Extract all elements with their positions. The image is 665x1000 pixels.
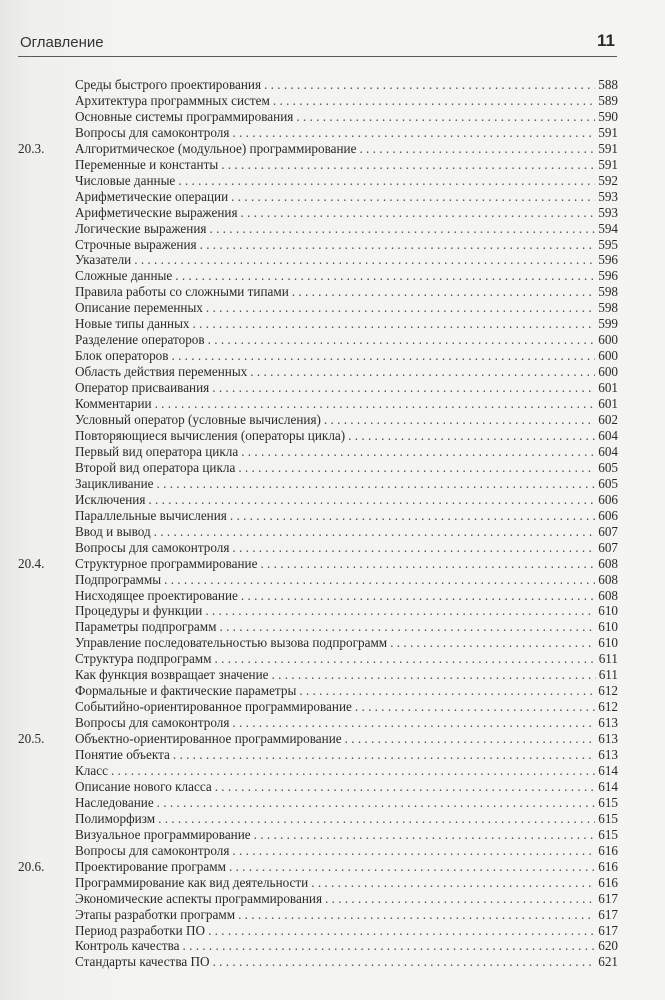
- toc-entry-row: [18, 109, 618, 125]
- toc-entry: [75, 380, 618, 396]
- toc-entry-title: Программирование как вид деятельности: [75, 874, 309, 890]
- toc-page-number: 615: [598, 826, 618, 842]
- toc-entry-row: [18, 125, 618, 141]
- toc-entry-title: Этапы разработки программ: [75, 906, 236, 922]
- dot-leader: [208, 923, 595, 939]
- table-of-contents: [18, 77, 618, 970]
- toc-entry-title: Как функция возвращает значение: [75, 667, 269, 683]
- toc-entry: [75, 795, 618, 811]
- toc-entry-title: Алгоритмическое (модульное) программирование: [75, 140, 357, 156]
- toc-section-number: 20.4.: [18, 555, 45, 571]
- toc-entry-row: [18, 428, 618, 444]
- toc-entry: [75, 954, 618, 970]
- toc-entry-title: Подпрограммы: [75, 571, 162, 587]
- toc-entry-row: [18, 492, 618, 508]
- toc-entry-row: [18, 268, 618, 284]
- page-number: 11: [597, 31, 615, 50]
- dot-leader: [238, 907, 595, 923]
- toc-entry-title: Вопросы для самоконтроля: [75, 715, 230, 731]
- dot-leader: [272, 667, 596, 683]
- toc-page-number: 604: [598, 427, 618, 443]
- toc-page-number: 596: [598, 268, 618, 284]
- toc-entry-title: Визуальное программирование: [75, 826, 251, 842]
- toc-entry-row: [18, 252, 618, 268]
- toc-entry-title: Числовые данные: [75, 172, 176, 188]
- toc-entry-row: [18, 205, 618, 221]
- toc-entry: [75, 667, 618, 683]
- toc-section-row: [18, 731, 618, 747]
- toc-entry-row: [18, 779, 618, 795]
- toc-page-number: 606: [598, 491, 618, 507]
- dot-leader: [232, 843, 595, 859]
- toc-page-number: 588: [598, 77, 618, 92]
- toc-entry: [75, 827, 618, 843]
- dot-leader: [178, 173, 595, 189]
- toc-page-number: 613: [598, 747, 618, 763]
- toc-page-number: 611: [598, 667, 618, 683]
- toc-page-number: 589: [598, 92, 618, 108]
- dot-leader: [134, 252, 595, 268]
- toc-entry-title: Понятие объекта: [75, 747, 170, 763]
- dot-leader: [241, 444, 595, 460]
- toc-entry-title: Сложные данные: [75, 268, 173, 284]
- dot-leader: [221, 157, 595, 173]
- toc-entry-title: Строчные выражения: [75, 236, 197, 252]
- toc-page-number: 592: [598, 172, 618, 188]
- dot-leader: [158, 811, 595, 827]
- dot-leader: [299, 683, 595, 699]
- toc-page-number: 606: [598, 507, 618, 523]
- toc-entry: [75, 300, 618, 316]
- toc-entry: [75, 157, 618, 173]
- toc-entry-row: [18, 715, 618, 731]
- dot-leader: [232, 125, 595, 141]
- toc-entry-title: Вопросы для самоконтроля: [75, 124, 230, 140]
- dot-leader: [292, 284, 595, 300]
- toc-entry-row: [18, 221, 618, 237]
- dot-leader: [175, 268, 595, 284]
- toc-entry-row: [18, 827, 618, 843]
- toc-entry-title: Первый вид оператора цикла: [75, 443, 239, 459]
- dot-leader: [219, 619, 595, 635]
- dot-leader: [348, 428, 595, 444]
- toc-page-number: 613: [598, 731, 618, 747]
- toc-page-number: 599: [598, 316, 618, 332]
- toc-page-number: 616: [598, 874, 618, 890]
- toc-entry-title: Проектирование программ: [75, 858, 226, 874]
- toc-entry-row: [18, 907, 618, 923]
- toc-entry: [75, 332, 618, 348]
- toc-page-number: 607: [598, 523, 618, 539]
- toc-entry-title: Структура подпрограмм: [75, 651, 212, 667]
- toc-page-number: 612: [598, 683, 618, 699]
- toc-section-number: 20.3.: [18, 140, 45, 156]
- toc-entry-row: [18, 93, 618, 109]
- toc-entry: [75, 444, 618, 460]
- dot-leader: [209, 221, 595, 237]
- toc-entry-title: Процедуры и функции: [75, 603, 203, 619]
- toc-entry-row: [18, 875, 618, 891]
- toc-entry-row: [18, 508, 618, 524]
- running-head: [18, 31, 617, 57]
- toc-entry-title: Арифметические выражения: [75, 204, 238, 220]
- toc-entry: [75, 938, 618, 954]
- toc-entry-title: Арифметические операции: [75, 188, 229, 204]
- toc-page-number: 608: [598, 555, 618, 571]
- toc-page-number: 600: [598, 332, 618, 348]
- toc-entry: [75, 779, 618, 795]
- toc-entry: [75, 268, 618, 284]
- dot-leader: [231, 189, 595, 205]
- toc-entry-title: Стандарты качества ПО: [75, 954, 210, 970]
- toc-entry-row: [18, 699, 618, 715]
- dot-leader: [205, 603, 595, 619]
- toc-entry-title: Основные системы программирования: [75, 108, 294, 124]
- toc-entry-row: [18, 316, 618, 332]
- toc-entry: [75, 141, 618, 157]
- toc-entry: [75, 476, 618, 492]
- toc-entry-row: [18, 891, 618, 907]
- toc-page-number: 593: [598, 188, 618, 204]
- toc-page-number: 617: [598, 922, 618, 938]
- toc-entry: [75, 731, 618, 747]
- toc-entry-row: [18, 157, 618, 173]
- toc-page-number: 607: [598, 539, 618, 555]
- toc-entry-title: Описание нового класса: [75, 778, 212, 794]
- toc-entry-row: [18, 412, 618, 428]
- toc-entry: [75, 93, 618, 109]
- toc-entry-row: [18, 747, 618, 763]
- toc-entry-title: Вопросы для самоконтроля: [75, 539, 230, 555]
- toc-page-number: 591: [598, 156, 618, 172]
- dot-leader: [155, 396, 596, 412]
- toc-entry: [75, 348, 618, 364]
- toc-entry-row: [18, 923, 618, 939]
- toc-entry-title: Указатели: [75, 252, 132, 268]
- dot-leader: [206, 300, 595, 316]
- toc-entry: [75, 396, 618, 412]
- toc-entry: [75, 173, 618, 189]
- toc-entry-row: [18, 173, 618, 189]
- toc-entry-row: [18, 763, 618, 779]
- toc-page-number: 621: [598, 954, 618, 970]
- toc-entry: [75, 284, 618, 300]
- toc-entry: [75, 508, 618, 524]
- toc-entry: [75, 189, 618, 205]
- toc-entry: [75, 221, 618, 237]
- toc-entry: [75, 460, 618, 476]
- dot-leader: [208, 332, 596, 348]
- toc-entry-row: [18, 683, 618, 699]
- toc-entry: [75, 77, 618, 93]
- dot-leader: [238, 460, 595, 476]
- toc-page-number: 605: [598, 475, 618, 491]
- toc-entry-title: Управление последовательностью вызова подпрограмм: [75, 635, 388, 651]
- toc-entry: [75, 556, 618, 572]
- toc-section-row: [18, 556, 618, 572]
- dot-leader: [157, 795, 596, 811]
- toc-entry-title: Параллельные вычисления: [75, 507, 227, 523]
- toc-entry-title: Зацикливание: [75, 475, 154, 491]
- toc-entry: [75, 540, 618, 556]
- toc-page-number: 620: [598, 938, 618, 954]
- toc-entry-row: [18, 396, 618, 412]
- toc-page-number: 617: [598, 906, 618, 922]
- toc-entry-title: Новые типы данных: [75, 316, 190, 332]
- toc-entry-title: Контроль качества: [75, 938, 180, 954]
- toc-entry-title: Нисходящее проектирование: [75, 587, 238, 603]
- dot-leader: [111, 763, 595, 779]
- dot-leader: [200, 237, 596, 253]
- dot-leader: [241, 588, 595, 604]
- toc-entry: [75, 811, 618, 827]
- dot-leader: [157, 476, 596, 492]
- dot-leader: [193, 316, 596, 332]
- dot-leader: [324, 412, 595, 428]
- dot-leader: [232, 540, 595, 556]
- toc-page-number: 600: [598, 364, 618, 380]
- toc-page-number: 598: [598, 300, 618, 316]
- toc-entry-title: Параметры подпрограмм: [75, 619, 217, 635]
- dot-leader: [213, 954, 596, 970]
- toc-page-number: 615: [598, 810, 618, 826]
- dot-leader: [183, 938, 596, 954]
- toc-entry: [75, 412, 618, 428]
- toc-entry-row: [18, 938, 618, 954]
- toc-entry-row: [18, 364, 618, 380]
- toc-page-number: 601: [598, 396, 618, 412]
- dot-leader: [229, 859, 595, 875]
- toc-entry-row: [18, 635, 618, 651]
- toc-page-number: 591: [598, 140, 618, 156]
- dot-leader: [171, 348, 595, 364]
- toc-page-number: 605: [598, 459, 618, 475]
- dot-leader: [355, 699, 595, 715]
- toc-entry-row: [18, 651, 618, 667]
- toc-entry-title: Период разработки ПО: [75, 922, 206, 938]
- toc-entry-row: [18, 667, 618, 683]
- toc-entry: [75, 923, 618, 939]
- toc-entry-row: [18, 811, 618, 827]
- toc-page-number: 612: [598, 699, 618, 715]
- toc-entry-row: [18, 189, 618, 205]
- toc-page-number: 593: [598, 204, 618, 220]
- toc-entry-row: [18, 237, 618, 253]
- toc-entry: [75, 205, 618, 221]
- toc-page-number: 608: [598, 571, 618, 587]
- dot-leader: [154, 524, 596, 540]
- toc-entry-title: Архитектура программных систем: [75, 92, 270, 108]
- dot-leader: [215, 651, 596, 667]
- toc-page-number: 608: [598, 587, 618, 603]
- dot-leader: [215, 779, 596, 795]
- toc-entry-title: Логические выражения: [75, 220, 207, 236]
- toc-page-number: 601: [598, 380, 618, 396]
- toc-entry-title: Событийно-ориентированное программирование: [75, 699, 352, 715]
- toc-entry: [75, 763, 618, 779]
- toc-entry-title: Правила работы со сложными типами: [75, 284, 289, 300]
- toc-entry: [75, 492, 618, 508]
- toc-entry: [75, 683, 618, 699]
- dot-leader: [241, 205, 596, 221]
- toc-entry-title: Наследование: [75, 794, 154, 810]
- toc-section-row: [18, 141, 618, 157]
- toc-entry: [75, 572, 618, 588]
- toc-entry-row: [18, 588, 618, 604]
- toc-entry: [75, 428, 618, 444]
- toc-entry-row: [18, 843, 618, 859]
- toc-entry-title: Формальные и фактические параметры: [75, 683, 297, 699]
- toc-entry-row: [18, 572, 618, 588]
- toc-page-number: 615: [598, 794, 618, 810]
- toc-entry-title: Комментарии: [75, 396, 152, 412]
- toc-page-number: 590: [598, 108, 618, 124]
- dot-leader: [273, 93, 595, 109]
- toc-entry-row: [18, 795, 618, 811]
- toc-entry-row: [18, 603, 618, 619]
- toc-entry-title: Второй вид оператора цикла: [75, 459, 236, 475]
- dot-leader: [212, 380, 595, 396]
- dot-leader: [325, 891, 595, 907]
- dot-leader: [260, 556, 595, 572]
- toc-page-number: 616: [598, 842, 618, 858]
- toc-entry: [75, 364, 618, 380]
- toc-entry-row: [18, 540, 618, 556]
- toc-entry-title: Исключения: [75, 491, 146, 507]
- dot-leader: [173, 747, 595, 763]
- dot-leader: [311, 875, 595, 891]
- toc-entry-row: [18, 460, 618, 476]
- toc-entry: [75, 651, 618, 667]
- toc-entry-row: [18, 284, 618, 300]
- dot-leader: [254, 827, 596, 843]
- toc-entry-title: Полиморфизм: [75, 810, 156, 826]
- toc-entry: [75, 699, 618, 715]
- toc-entry: [75, 603, 618, 619]
- toc-entry: [75, 891, 618, 907]
- dot-leader: [232, 715, 595, 731]
- toc-page-number: 604: [598, 443, 618, 459]
- toc-page-number: 598: [598, 284, 618, 300]
- toc-page-number: 595: [598, 236, 618, 252]
- toc-entry: [75, 843, 618, 859]
- toc-page-number: 596: [598, 252, 618, 268]
- dot-leader: [345, 731, 596, 747]
- running-title: Оглавление: [20, 34, 104, 51]
- toc-page-number: 614: [598, 778, 618, 794]
- toc-entry-title: Разделение операторов: [75, 332, 205, 348]
- toc-entry: [75, 715, 618, 731]
- toc-entry-title: Среды быстрого проектирования: [75, 77, 262, 92]
- toc-entry-title: Описание переменных: [75, 300, 203, 316]
- dot-leader: [296, 109, 595, 125]
- toc-page-number: 614: [598, 762, 618, 778]
- toc-entry-title: Класс: [75, 762, 108, 778]
- toc-entry: [75, 635, 618, 651]
- dot-leader: [359, 141, 595, 157]
- toc-entry-row: [18, 332, 618, 348]
- toc-entry-title: Повторяющиеся вычисления (операторы цикла): [75, 427, 346, 443]
- toc-entry-title: Ввод и вывод: [75, 523, 151, 539]
- toc-entry: [75, 252, 618, 268]
- toc-entry-row: [18, 954, 618, 970]
- toc-page-number: 610: [598, 603, 618, 619]
- toc-entry: [75, 875, 618, 891]
- dot-leader: [264, 77, 595, 93]
- toc-entry-row: [18, 380, 618, 396]
- toc-entry-title: Структурное программирование: [75, 555, 258, 571]
- toc-page-number: 611: [598, 651, 618, 667]
- toc-page-number: 591: [598, 124, 618, 140]
- toc-section-row: [18, 859, 618, 875]
- toc-entry: [75, 588, 618, 604]
- toc-entry: [75, 619, 618, 635]
- toc-entry-row: [18, 524, 618, 540]
- toc-entry: [75, 316, 618, 332]
- toc-entry-row: [18, 476, 618, 492]
- toc-entry: [75, 125, 618, 141]
- toc-entry-title: Вопросы для самоконтроля: [75, 842, 230, 858]
- toc-page-number: 617: [598, 890, 618, 906]
- dot-leader: [230, 508, 595, 524]
- toc-page-number: 613: [598, 715, 618, 731]
- toc-entry: [75, 524, 618, 540]
- toc-entry-title: Область действия переменных: [75, 364, 248, 380]
- toc-entry: [75, 859, 618, 875]
- toc-entry-row: [18, 444, 618, 460]
- toc-page-number: 602: [598, 412, 618, 428]
- toc-page-number: 610: [598, 635, 618, 651]
- toc-section-number: 20.6.: [18, 858, 45, 874]
- toc-entry-row: [18, 77, 618, 93]
- toc-entry: [75, 109, 618, 125]
- toc-entry-row: [18, 619, 618, 635]
- dot-leader: [164, 572, 595, 588]
- toc-page-number: 610: [598, 619, 618, 635]
- toc-entry-title: Объектно-ориентированное программирование: [75, 731, 342, 747]
- toc-entry-row: [18, 300, 618, 316]
- toc-entry-title: Оператор присваивания: [75, 380, 210, 396]
- toc-entry-row: [18, 348, 618, 364]
- toc-entry: [75, 747, 618, 763]
- toc-page-number: 600: [598, 348, 618, 364]
- toc-section-number: 20.5.: [18, 731, 45, 747]
- toc-entry-title: Блок операторов: [75, 348, 169, 364]
- toc-page-number: 616: [598, 858, 618, 874]
- toc-entry-title: Переменные и константы: [75, 156, 219, 172]
- toc-entry: [75, 907, 618, 923]
- dot-leader: [250, 364, 595, 380]
- toc-entry-title: Условный оператор (условные вычисления): [75, 412, 321, 428]
- dot-leader: [390, 635, 595, 651]
- toc-entry: [75, 237, 618, 253]
- toc-entry-title: Экономические аспекты программирования: [75, 890, 323, 906]
- toc-page-number: 594: [598, 220, 618, 236]
- dot-leader: [148, 492, 595, 508]
